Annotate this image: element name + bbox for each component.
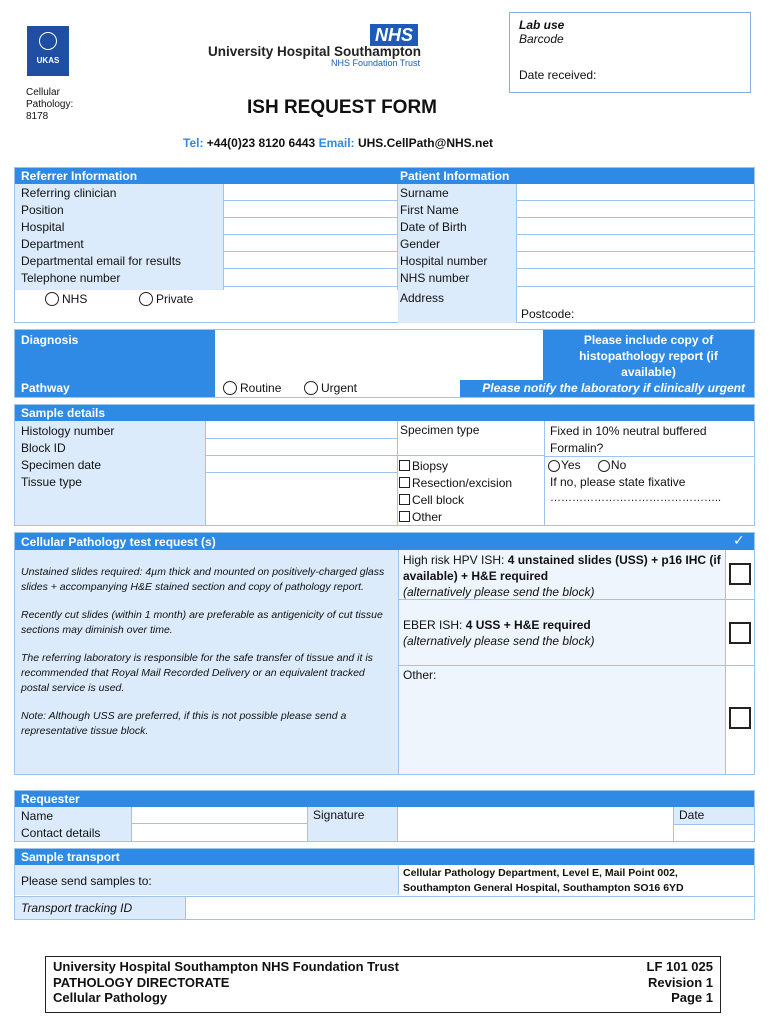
transport-section xyxy=(14,848,755,920)
diagnosis-section xyxy=(14,329,755,398)
surname-input[interactable] xyxy=(517,184,754,201)
urgent-note: Please notify the laboratory if clinically urgent xyxy=(460,380,754,397)
biopsy-label: Biopsy xyxy=(412,459,449,473)
requester-heading: Requester xyxy=(21,792,80,806)
footer-trust: University Hospital Southampton NHS Foundation Trust xyxy=(53,959,399,974)
email-label: Email: xyxy=(318,136,355,150)
footer-page: Page 1 xyxy=(671,990,713,1005)
referrer-patient-section xyxy=(14,167,755,323)
other-test-checkbox[interactable] xyxy=(729,707,751,729)
block-id-input[interactable] xyxy=(206,439,397,456)
address-line-1: Cellular Pathology Department, Level E, Mail Point 002, xyxy=(403,867,678,879)
yes-label: Yes xyxy=(561,458,581,472)
eber-prefix: EBER ISH: xyxy=(403,618,463,632)
resection-label: Resection/excision xyxy=(412,476,513,490)
contact-details-input[interactable] xyxy=(131,824,307,841)
diagnosis-input[interactable] xyxy=(216,330,542,380)
histology-number-label: Histology number xyxy=(21,424,115,438)
nhs-radio[interactable] xyxy=(45,292,59,306)
address-label: Address xyxy=(400,291,445,305)
referring-clinician-input[interactable] xyxy=(224,184,397,201)
private-radio-label: Private xyxy=(156,292,194,306)
hpv-alt: (alternatively please send the block) xyxy=(403,585,595,599)
cellular-pathology-label: Cellular Pathology: 8178 xyxy=(26,87,74,122)
fixative-input[interactable]: ……………………………………….. xyxy=(550,492,722,504)
send-to-label: Please send samples to: xyxy=(21,874,152,888)
nhs-badge: NHS xyxy=(370,24,418,46)
date-label: Date xyxy=(679,808,705,822)
footer-revision: Revision 1 xyxy=(647,974,713,990)
date-received-label: Date received: xyxy=(519,68,597,82)
sample-section xyxy=(14,404,755,526)
urgent-label: Urgent xyxy=(321,381,358,395)
org-sub: NHS Foundation Trust xyxy=(330,58,420,68)
position-input[interactable] xyxy=(224,201,397,218)
barcode-label: Barcode xyxy=(519,32,564,46)
telephone-label: Telephone number xyxy=(21,271,121,285)
patient-labels xyxy=(400,185,487,287)
histology-number-input[interactable] xyxy=(206,421,397,439)
department-input[interactable] xyxy=(224,235,397,252)
footer-department: Cellular Pathology xyxy=(53,990,168,1005)
specimen-date-input[interactable] xyxy=(206,456,397,473)
footer-form-ref: LF 101 025 xyxy=(646,959,713,974)
uss-note: Note: Although USS are preferred, if this is not possible please send a representative tissue block. xyxy=(21,710,347,737)
dob-label: Date of Birth xyxy=(400,220,467,234)
formalin-question: Fixed in 10% neutral buffered Formalin? xyxy=(550,424,707,455)
footer xyxy=(45,956,721,1013)
contact-details-label: Contact details xyxy=(21,826,101,840)
ukas-logo: UKAS xyxy=(27,26,69,76)
transfer-note: The referring laboratory is responsible for the safe transfer of tissue and it is recommended that Royal Mail Recorded Delivery or an equivalent tracked postal service is used. xyxy=(21,652,373,694)
gender-input[interactable] xyxy=(517,235,754,252)
test-request-section xyxy=(14,532,755,775)
position-label: Position xyxy=(21,203,64,217)
specimen-type-label: Specimen type xyxy=(400,423,480,437)
gender-label: Gender xyxy=(400,237,441,251)
hpv-requirement: 4 unstained slides (USS) + p16 IHC (if available) + H&E required xyxy=(403,553,721,583)
other-type-label: Other xyxy=(412,510,443,524)
hospital-input[interactable] xyxy=(224,218,397,235)
nhs-number-input[interactable] xyxy=(517,269,754,287)
contact-line xyxy=(183,136,493,150)
department-label: Department xyxy=(21,237,84,251)
telephone-input[interactable] xyxy=(224,269,397,287)
pathway-label: Pathway xyxy=(21,381,70,395)
cell-block-label: Cell block xyxy=(412,493,465,507)
hpv-option xyxy=(403,552,725,600)
lab-address xyxy=(403,866,684,896)
tissue-type-label: Tissue type xyxy=(21,475,82,489)
referring-clinician-label: Referring clinician xyxy=(21,186,117,200)
urgent-radio[interactable] xyxy=(304,381,318,395)
signature-label: Signature xyxy=(313,808,365,822)
resection-checkbox[interactable] xyxy=(399,477,410,488)
block-id-label: Block ID xyxy=(21,441,66,455)
dept-email-label: Departmental email for results xyxy=(21,254,182,268)
private-radio[interactable] xyxy=(139,292,153,306)
hospital-number-label: Hospital number xyxy=(400,254,488,268)
lab-use-title: Lab use xyxy=(519,18,565,32)
routine-radio[interactable] xyxy=(223,381,237,395)
first-name-label: First Name xyxy=(400,203,459,217)
requester-name-input[interactable] xyxy=(131,807,307,824)
lab-use-box xyxy=(509,12,751,93)
eber-requirement: 4 USS + H&E required xyxy=(465,618,591,632)
cell-block-checkbox[interactable] xyxy=(399,494,410,505)
nhs-number-label: NHS number xyxy=(400,271,470,285)
postcode-label: Postcode: xyxy=(521,307,575,321)
requester-section xyxy=(14,790,755,842)
first-name-input[interactable] xyxy=(517,201,754,218)
recent-slides-note: Recently cut slides (within 1 month) are preferable as antigenicity of cut tissue sections may diminish over time. xyxy=(21,609,383,636)
histopathology-note: Please include copy of histopathology report (if available) xyxy=(543,330,754,380)
eber-alt: (alternatively please send the block) xyxy=(403,634,595,648)
sample-heading: Sample details xyxy=(21,406,106,420)
dob-input[interactable] xyxy=(517,218,754,235)
crown-icon xyxy=(39,32,57,50)
hpv-checkbox[interactable] xyxy=(729,563,751,585)
diagnosis-label: Diagnosis xyxy=(21,333,79,347)
biopsy-checkbox[interactable] xyxy=(399,460,410,471)
specimen-date-label: Specimen date xyxy=(21,458,102,472)
sample-labels xyxy=(21,423,114,491)
transport-heading: Sample transport xyxy=(21,850,120,864)
email-value[interactable]: UHS.CellPath@NHS.net xyxy=(357,136,493,150)
specimen-type-options xyxy=(399,458,512,526)
test-notes xyxy=(21,565,393,739)
unstained-slides-note: Unstained slides required: 4µm thick and mounted on positively-charged glass slides + accompanying H&E stained section and copy of pathology report. xyxy=(21,566,385,593)
referrer-heading: Referrer Information xyxy=(21,169,138,183)
hospital-label: Hospital xyxy=(21,220,65,234)
referrer-labels xyxy=(21,185,181,287)
form-title: ISH REQUEST FORM xyxy=(247,97,438,118)
tracking-input[interactable] xyxy=(185,896,754,919)
test-request-heading: Cellular Pathology test request (s) xyxy=(21,535,216,549)
address-line-2: Southampton General Hospital, Southampton SO16 6YD xyxy=(403,882,684,894)
dept-email-input[interactable] xyxy=(224,252,397,269)
tel-value: +44(0)23 8120 6443 xyxy=(206,136,316,150)
no-radio[interactable] xyxy=(598,460,610,472)
footer-directorate: PATHOLOGY DIRECTORATE xyxy=(53,974,230,990)
tracking-label: Transport tracking ID xyxy=(21,901,133,915)
routine-label: Routine xyxy=(240,381,282,395)
signature-input[interactable] xyxy=(397,807,673,841)
hpv-prefix: High risk HPV ISH: xyxy=(403,553,505,567)
tel-label: Tel: xyxy=(183,136,204,150)
nhs-radio-label: NHS xyxy=(62,292,88,306)
requester-name-label: Name xyxy=(21,809,54,823)
date-input[interactable] xyxy=(673,824,754,841)
surname-label: Surname xyxy=(400,186,449,200)
org-name: University Hospital Southampton xyxy=(207,44,421,59)
other-test-label: Other: xyxy=(403,668,437,682)
tick-icon: ✓ xyxy=(733,532,745,548)
hospital-number-input[interactable] xyxy=(517,252,754,269)
other-checkbox[interactable] xyxy=(399,511,410,522)
tissue-type-input[interactable] xyxy=(206,473,397,525)
no-label: No xyxy=(610,458,627,472)
eber-option xyxy=(403,617,725,649)
patient-heading: Patient Information xyxy=(400,169,510,183)
yes-radio[interactable] xyxy=(548,460,560,472)
eber-checkbox[interactable] xyxy=(729,622,751,644)
fixative-note: If no, please state fixative xyxy=(550,475,686,489)
